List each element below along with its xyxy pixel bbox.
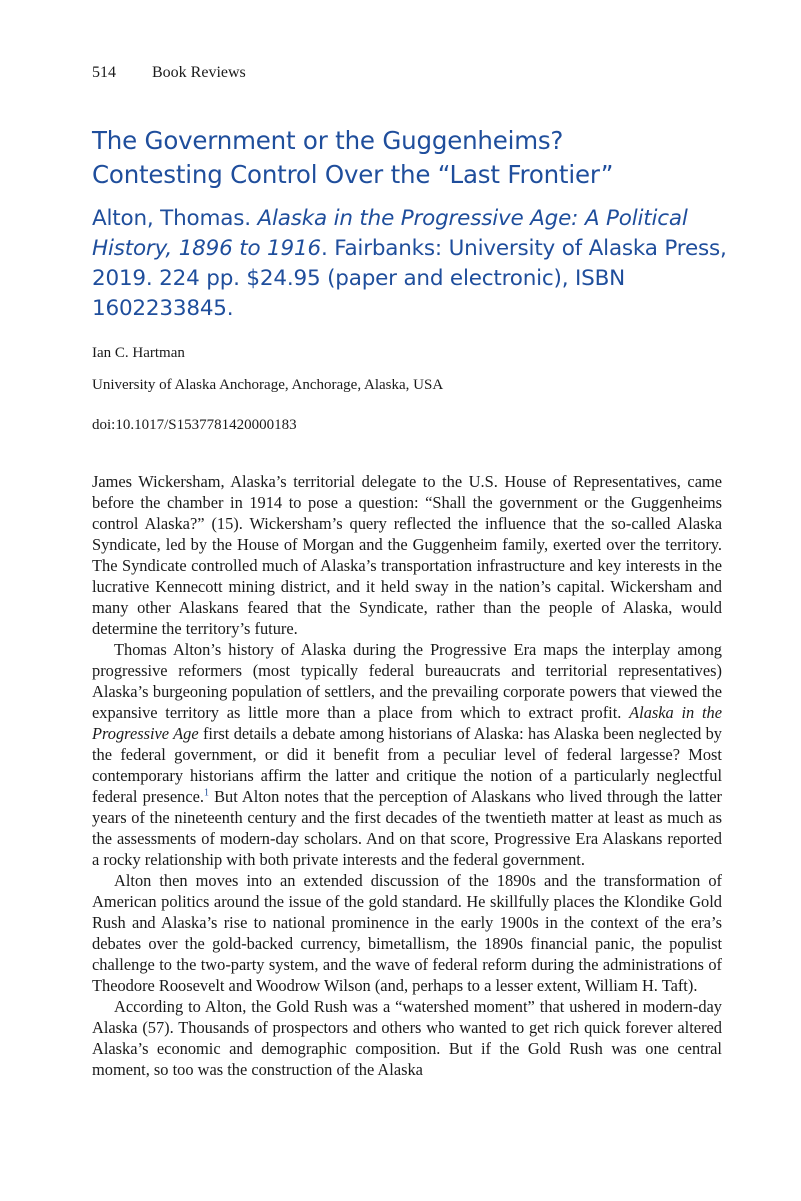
paragraph-2-book-title: Alaska in the Progressive Age bbox=[92, 703, 722, 743]
review-title-line2: Contesting Control Over the “Last Frontier” bbox=[92, 160, 614, 189]
book-citation bbox=[92, 204, 732, 324]
book-publication: . Fairbanks: University of Alaska Press, 2019. 224 pp. $24.95 (paper and electronic), ISBN 1602233845. bbox=[92, 236, 727, 321]
paragraph-2-part-b: first details a debate among historians of Alaska: has Alaska been neglected by the federal government, or did it benefit from a peculiar level of federal largesse? Most contemporary historians affirm the latter and critique the notion of a particularly neglectful federal presence. bbox=[92, 724, 722, 806]
paragraph-1: James Wickersham, Alaska’s territorial delegate to the U.S. House of Representatives, came before the chamber in 1914 to pose a question: “Shall the government or the Guggenheims control Alaska?” (15). Wickersham’s query reflected the influence that the so-called Alaska Syndicate, led by the House of Morgan and the Guggenheim family, exerted over the territory. The Syndicate controlled much of Alaska’s transportation infrastructure and key interests in the lucrative Kennecott mining district, and it held sway in the nation’s capital. Wickersham and many other Alaskans feared that the Syndicate, rather than the people of Alaska, would determine the territory’s future. bbox=[92, 472, 722, 638]
paragraph-2-part-a: Thomas Alton’s history of Alaska during the Progressive Era maps the interplay among progressive reformers (most typically federal bureaucrats and territorial representatives) Alaska’s burgeoning population of settlers, and the prevailing corporate powers that viewed the expansive territory as little more than a place from which to extract profit. bbox=[92, 640, 722, 722]
footnote-ref-1[interactable]: 1 bbox=[204, 787, 209, 799]
review-title bbox=[92, 124, 732, 192]
doi[interactable]: doi:10.1017/S1537781420000183 bbox=[92, 417, 297, 433]
book-title: Alaska in the Progressive Age: A Political History, 1896 to 1916 bbox=[92, 206, 688, 261]
reviewer-affiliation: University of Alaska Anchorage, Anchorage, Alaska, USA bbox=[92, 377, 444, 393]
paragraph-2-part-c: But Alton notes that the perception of Alaskans who lived through the latter years of the nineteenth century and the first decades of the twentieth matter at least as much as the assessments of modern-day scholars. And on that score, Progressive Era Alaskans reported a rocky relationship with both private interests and the federal government. bbox=[92, 787, 722, 869]
book-author: Alton, Thomas. bbox=[92, 206, 251, 231]
review-body bbox=[92, 471, 722, 1080]
paragraph-2 bbox=[92, 639, 722, 870]
section-name: Book Reviews bbox=[152, 64, 246, 81]
reviewer-name: Ian C. Hartman bbox=[92, 345, 185, 361]
running-head bbox=[92, 64, 246, 82]
page-number: 514 bbox=[92, 64, 116, 81]
paragraph-3: Alton then moves into an extended discussion of the 1890s and the transformation of American politics around the issue of the gold standard. He skillfully places the Klondike Gold Rush and Alaska’s rise to national prominence in the early 1900s in the context of the era’s debates over the gold-backed currency, bimetallism, the 1890s financial panic, the populist challenge to the two-party system, and the wave of federal reform during the administrations of Theodore Roosevelt and Woodrow Wilson (and, perhaps to a lesser extent, William H. Taft). bbox=[92, 871, 722, 995]
review-title-line1: The Government or the Guggenheims? bbox=[92, 126, 564, 155]
paragraph-4: According to Alton, the Gold Rush was a “watershed moment” that ushered in modern-day Alaska (57). Thousands of prospectors and others who wanted to get rich quick forever altered Alaska’s economic and demographic composition. But if the Gold Rush was one central moment, so too was the construction of the Alaska bbox=[92, 997, 722, 1079]
